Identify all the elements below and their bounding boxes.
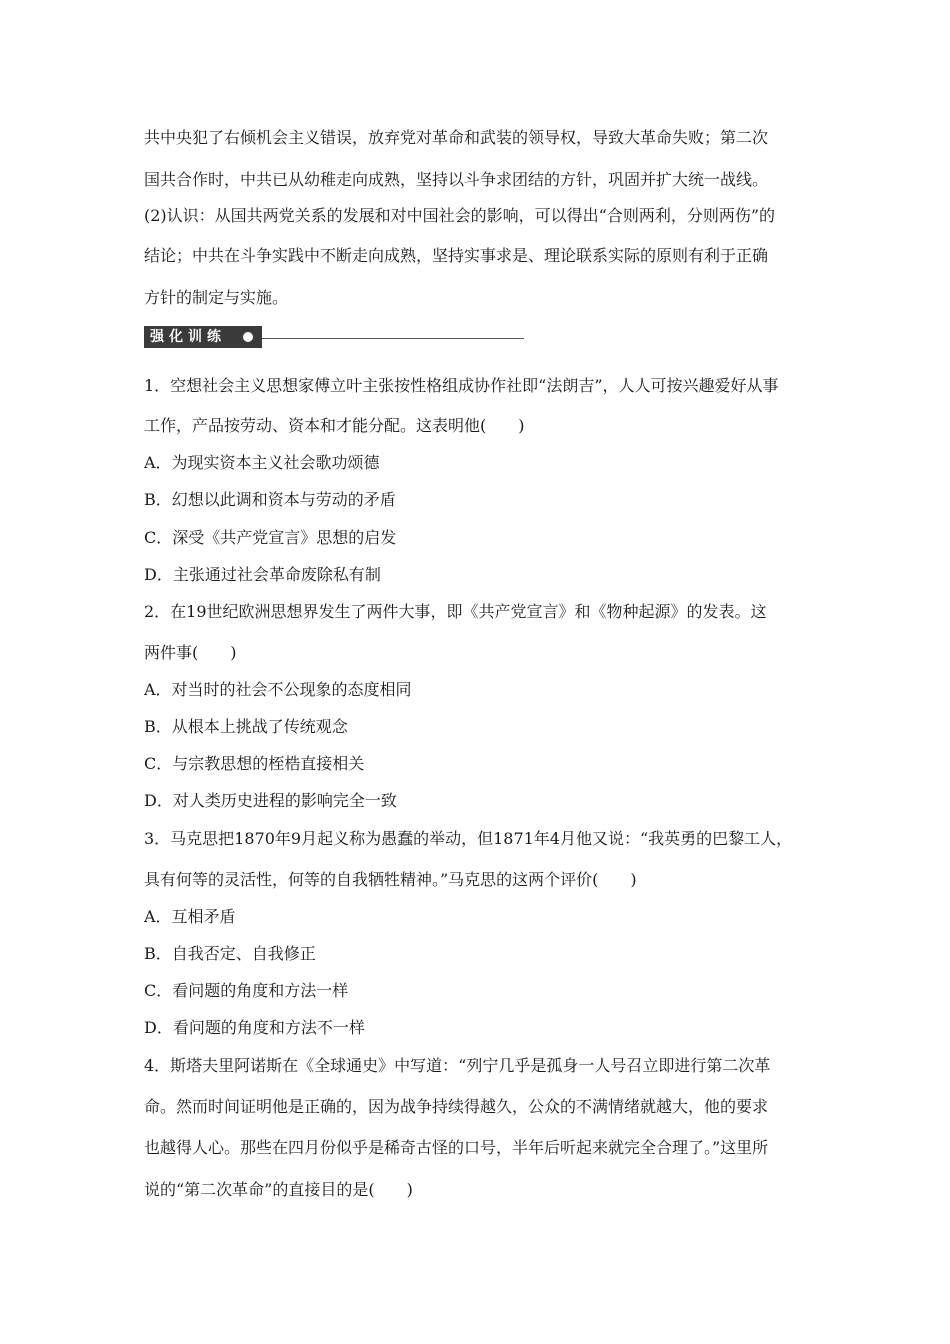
intro-line: 结论；中共在斗争实践中不断走向成熟，坚持实事求是、理论联系实际的原则有利于正确 bbox=[144, 246, 769, 265]
question-3-stem-line: 具有何等的灵活性，何等的自我牺牲精神。”马克思的这两个评价( ) bbox=[144, 870, 637, 889]
section-header bbox=[144, 326, 524, 348]
question-4-stem-line: 4．斯塔夫里阿诺斯在《全球通史》中写道：“列宁几乎是孤身一人号召立即进行第二次革 bbox=[144, 1056, 771, 1075]
question-1-stem-line: 1．空想社会主义思想家傅立叶主张按性格组成协作社即“法朗吉”，人人可按兴趣爱好从事 bbox=[144, 376, 779, 395]
question-2-stem-line: 两件事( ) bbox=[144, 643, 237, 662]
intro-line: 方针的制定与实施。 bbox=[144, 288, 289, 307]
question-3-stem-line: 3．马克思把1870年9月起义称为愚蠢的举动，但1871年4月他又说：“我英勇的巴黎工人， bbox=[144, 829, 793, 848]
intro-line: (2)认识：从国共两党关系的发展和对中国社会的影响，可以得出“合则两利，分则两伤”的 bbox=[144, 206, 776, 225]
question-2-option-a: A．对当时的社会不公现象的态度相同 bbox=[144, 680, 412, 699]
question-3-option-b: B．自我否定、自我修正 bbox=[144, 944, 316, 963]
question-4-stem-line: 命。然而时间证明他是正确的，因为战争持续得越久，公众的不满情绪就越大，他的要求 bbox=[144, 1097, 769, 1116]
question-1-option-d: D．主张通过社会革命废除私有制 bbox=[144, 565, 381, 584]
question-2-option-d: D．对人类历史进程的影响完全一致 bbox=[144, 791, 397, 810]
question-1-option-b: B．幻想以此调和资本与劳动的矛盾 bbox=[144, 490, 396, 509]
question-2-stem-line: 2．在19世纪欧洲思想界发生了两件大事，即《共产党宣言》和《物种起源》的发表。这 bbox=[144, 602, 767, 621]
question-2-option-b: B．从根本上挑战了传统观念 bbox=[144, 717, 348, 736]
section-header-label: 强化训练 bbox=[144, 326, 262, 348]
header-rule-divider bbox=[262, 338, 524, 339]
bullet-dot-icon bbox=[243, 332, 253, 342]
question-1-option-a: A．为现实资本主义社会歌功颂德 bbox=[144, 453, 380, 472]
question-3-option-a: A．互相矛盾 bbox=[144, 907, 236, 926]
question-2-option-c: C．与宗教思想的桎梏直接相关 bbox=[144, 754, 365, 773]
intro-line: 国共合作时，中共已从幼稚走向成熟，坚持以斗争求团结的方针，巩固并扩大统一战线。 bbox=[144, 170, 769, 189]
question-1-option-c: C．深受《共产党宣言》思想的启发 bbox=[144, 528, 397, 547]
question-3-option-d: D．看问题的角度和方法不一样 bbox=[144, 1018, 365, 1037]
question-1-stem-line: 工作，产品按劳动、资本和才能分配。这表明他( ) bbox=[144, 416, 525, 435]
question-3-option-c: C．看问题的角度和方法一样 bbox=[144, 981, 349, 1000]
question-4-stem-line: 说的“第二次革命”的直接目的是( ) bbox=[144, 1180, 413, 1199]
intro-line: 共中央犯了右倾机会主义错误，放弃党对革命和武装的领导权，导致大革命失败；第二次 bbox=[144, 128, 769, 147]
question-4-stem-line: 也越得人心。那些在四月份似乎是稀奇古怪的口号，半年后听起来就完全合理了。”这里所 bbox=[144, 1138, 769, 1157]
